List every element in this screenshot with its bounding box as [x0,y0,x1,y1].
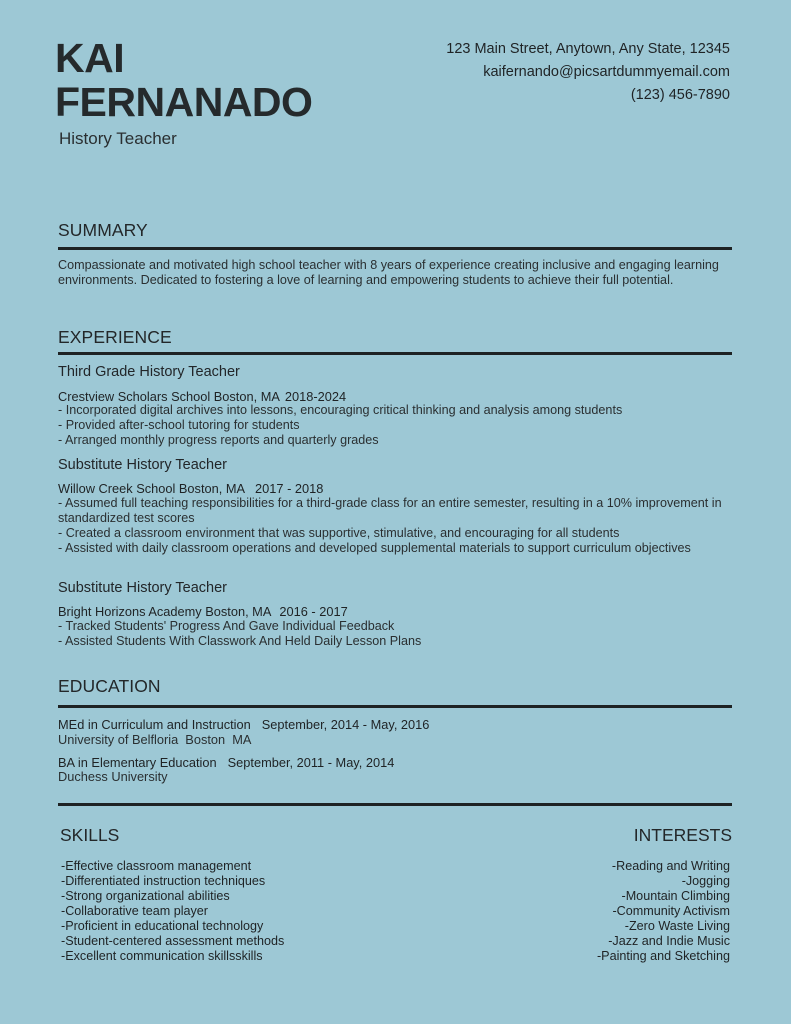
job-org-name: Bright Horizons Academy Boston, MA [58,604,272,619]
contact-info [446,38,730,107]
summary-text: Compassionate and motivated high school teacher with 8 years of experience creating inclusive and engaging learning environments. Dedicated to fostering a love of learning and empowering students to achieve their full potential. [58,258,719,288]
skills-divider [58,803,732,806]
job-org-2 [58,481,323,496]
list-item: - Assisted Students With Classwork And Held Daily Lesson Plans [58,634,422,649]
experience-divider [58,352,732,355]
list-item: -Community Activism [612,904,730,918]
job-dates: 2018-2024 [284,389,347,404]
list-item: -Differentiated instruction techniques [61,874,266,888]
education-school-2: Duchess University [58,769,168,784]
job-dates: 2017 - 2018 [255,481,324,496]
list-item: -Reading and Writing [611,859,730,873]
education-degree-1 [58,717,429,732]
job-bullets-1 [58,403,728,448]
degree-dates: September, 2014 - May, 2016 [261,717,430,732]
experience-heading: EXPERIENCE [58,327,172,347]
job-org-name: Willow Creek School Boston, MA [58,481,246,496]
summary-heading: SUMMARY [58,220,148,240]
summary-divider [58,247,732,250]
degree-name: MEd in Curriculum and Instruction [58,717,251,732]
list-item: - Assisted with daily classroom operations and developed supplemental materials to support curriculum objectives [58,541,691,556]
education-heading: EDUCATION [58,676,161,696]
job-org-3 [58,604,348,619]
interests-list [597,859,730,964]
list-item: -Strong organizational abilities [61,889,230,903]
education-degree-2 [58,755,394,770]
degree-dates: September, 2011 - May, 2014 [227,755,395,770]
list-item: -Effective classroom management [61,859,252,873]
list-item: - Incorporated digital archives into lessons, encouraging critical thinking and analysis among students [58,403,623,417]
list-item: -Proficient in educational technology [61,919,264,933]
job-title-2: Substitute History Teacher [58,457,227,473]
list-item: -Jazz and Indie Music [608,934,730,948]
list-item: - Assumed full teaching responsibilities for a third-grade class for an entire semester, resulting in a 10% improvement in standardized test scores [58,496,722,526]
list-item: - Created a classroom environment that was supportive, stimulative, and encouraging for all students [58,526,620,541]
list-item: - Tracked Students' Progress And Gave Individual Feedback [58,619,395,633]
job-dates: 2016 - 2017 [279,604,348,619]
name-last: FERNANADO [55,79,313,125]
list-item: -Mountain Climbing [621,889,730,903]
skills-heading: SKILLS [60,825,120,845]
list-item: -Painting and Sketching [596,949,730,963]
list-item: - Provided after-school tutoring for students [58,418,300,433]
list-item: -Excellent communication skillsskills [61,949,263,963]
list-item: -Zero Waste Living [624,919,730,933]
job-title-1: Third Grade History Teacher [58,364,240,380]
contact-email: kaifernando@picsartdummyemail.com [483,64,730,80]
skills-list [61,859,284,964]
job-title-3: Substitute History Teacher [58,580,227,596]
degree-name: BA in Elementary Education [58,755,217,770]
list-item: -Jogging [681,874,730,888]
name-first: KAI [55,35,125,81]
job-bullets-2 [58,496,728,556]
job-bullets-3 [58,619,728,649]
job-org-1 [58,389,346,404]
contact-address: 123 Main Street, Anytown, Any State, 12345 [446,41,730,57]
contact-phone: (123) 456-7890 [630,87,730,103]
list-item: -Student-centered assessment methods [61,934,285,948]
education-divider [58,705,732,708]
education-school-1: University of Belfloria Boston MA [58,732,252,747]
candidate-name [55,36,312,124]
list-item: - Arranged monthly progress reports and quarterly grades [58,433,379,448]
job-title: History Teacher [59,129,177,148]
interests-heading: INTERESTS [633,825,732,845]
list-item: -Collaborative team player [61,904,208,918]
job-org-name: Crestview Scholars School Boston, MA [58,389,280,404]
